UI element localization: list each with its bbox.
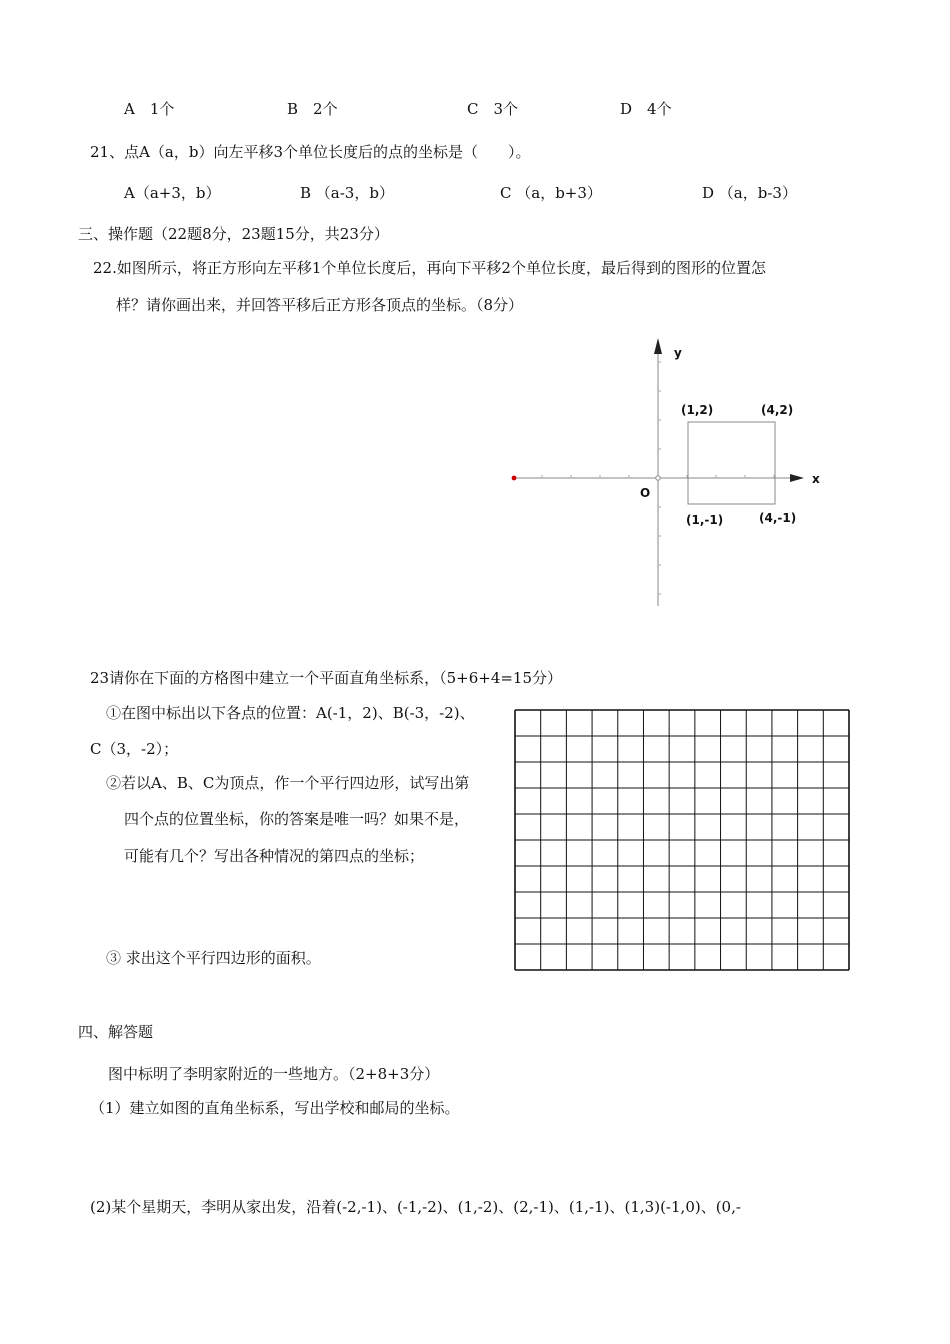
q22-line1: 22.如图所示，将正方形向左平移1个单位长度后，再向下平移2个单位长度，最后得到的图形的位置怎 bbox=[93, 259, 766, 277]
y-axis-label: y bbox=[674, 346, 682, 360]
vertex-label-1-neg1: (1,-1) bbox=[686, 513, 724, 527]
q22-coordinate-figure bbox=[500, 330, 830, 615]
q23-square-grid bbox=[513, 708, 851, 972]
q21-option-a: A（a+3，b） bbox=[124, 184, 221, 202]
section4-title: 四、解答题 bbox=[78, 1023, 154, 1041]
q20-option-c: C 3个 bbox=[467, 100, 519, 118]
vertex-label-1-2: (1,2) bbox=[681, 403, 714, 417]
q20-option-b: B 2个 bbox=[287, 100, 338, 118]
x-axis-arrow-icon bbox=[790, 474, 804, 482]
origin-label: O bbox=[640, 486, 651, 500]
q23-item3: ③ 求出这个平行四边形的面积。 bbox=[106, 949, 321, 967]
q23-item1-line1: ①在图中标出以下各点的位置：A(-1，2)、B(-3，-2)、 bbox=[106, 704, 475, 722]
q21-option-b: B （a-3，b） bbox=[300, 184, 394, 202]
vertex-label-4-2: (4,2) bbox=[761, 403, 794, 417]
q23-item1-line2: C（3，-2）； bbox=[90, 740, 179, 758]
section4-intro: 图中标明了李明家附近的一些地方。（2+8+3分） bbox=[108, 1065, 440, 1083]
q21-option-d: D （a，b-3） bbox=[702, 184, 797, 202]
section4-q1: （1）建立如图的直角坐标系，写出学校和邮局的坐标。 bbox=[90, 1099, 460, 1117]
red-point-marker bbox=[512, 476, 517, 481]
y-axis-arrow-icon bbox=[654, 338, 662, 354]
vertex-label-4-neg1: (4,-1) bbox=[759, 511, 797, 525]
q23-title: 23请你在下面的方格图中建立一个平面直角坐标系，（5+6+4=15分） bbox=[90, 669, 563, 687]
q21-option-c: C （a，b+3） bbox=[500, 184, 602, 202]
q23-item2-line2: 四个点的位置坐标，你的答案是唯一吗？如果不是， bbox=[124, 810, 470, 828]
q21-stem: 21、点A（a，b）向左平移3个单位长度后的点的坐标是（ ）。 bbox=[90, 143, 531, 161]
q22-line2: 样？请你画出来，并回答平移后正方形各顶点的坐标。（8分） bbox=[116, 296, 524, 314]
x-axis-label: x bbox=[812, 472, 820, 486]
origin-marker bbox=[656, 476, 660, 480]
section3-title: 三、操作题（22题8分，23题15分，共23分） bbox=[78, 225, 389, 243]
q23-item2-line3: 可能有几个？写出各种情况的第四点的坐标； bbox=[124, 847, 425, 865]
q20-option-d: D 4个 bbox=[620, 100, 672, 118]
square-shape bbox=[688, 422, 775, 504]
section4-q2: (2)某个星期天，李明从家出发，沿着(-2,-1)、(-1,-2)、(1,-2)、(2,-1)、(1,-1)、(1,3)(-1,0)、(0,- bbox=[90, 1198, 741, 1216]
q20-option-a: A 1个 bbox=[124, 100, 175, 118]
q23-item2-line1: ②若以A、B、C为顶点，作一个平行四边形，试写出第 bbox=[106, 774, 470, 792]
